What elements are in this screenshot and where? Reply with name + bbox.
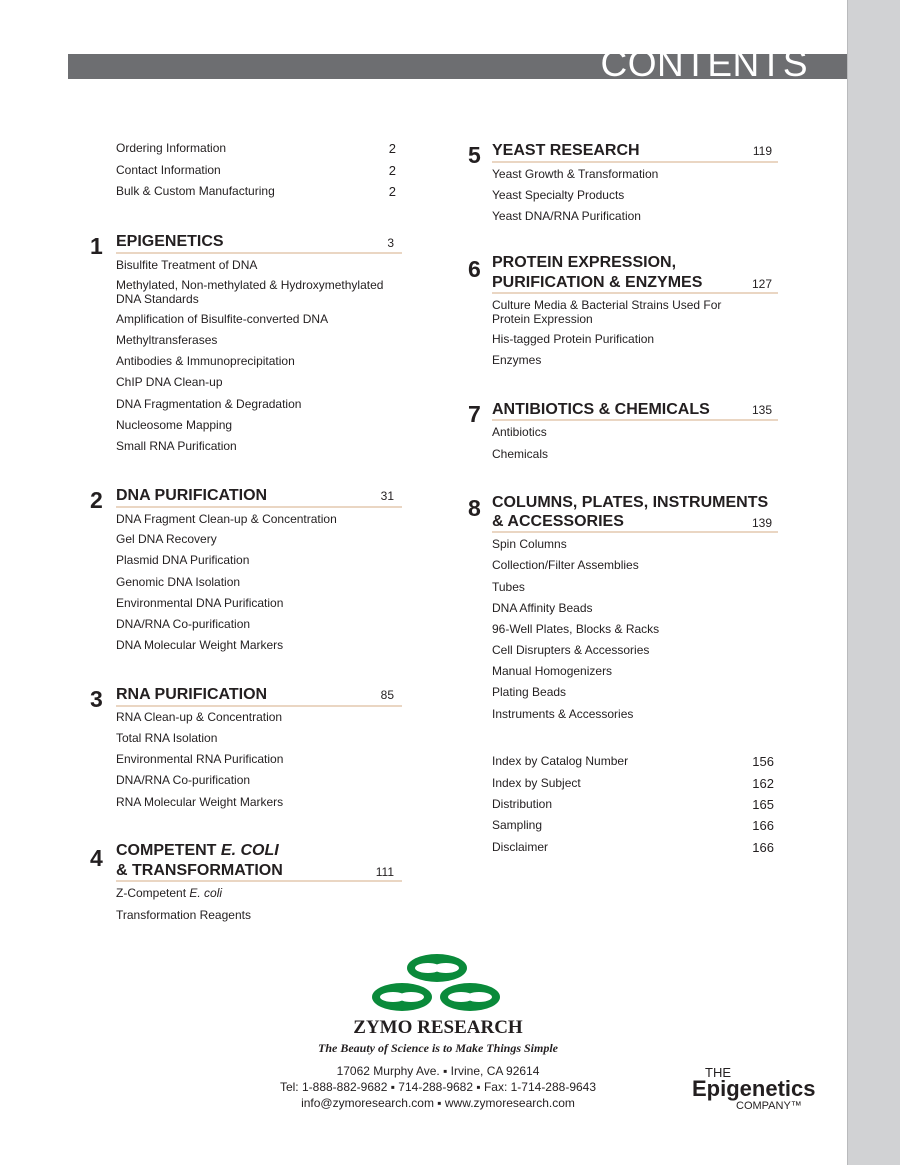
list-item[interactable]: Environmental DNA Purification (116, 596, 284, 610)
list-item[interactable]: RNA Clean-up & Concentration (116, 710, 283, 724)
list-item[interactable]: Methylated, Non-methylated & Hydroxymethylated DNA Standards (116, 278, 384, 306)
section-rule (492, 292, 778, 294)
section-number: 4 (90, 845, 103, 871)
section-rule (116, 880, 402, 882)
list-item[interactable]: 96-Well Plates, Blocks & Racks (492, 622, 660, 636)
section-page: 111 (375, 865, 394, 879)
page-title: CONTENTS (600, 43, 808, 84)
company-tagline: The Beauty of Science is to Make Things Simple (318, 1041, 558, 1055)
list-item[interactable]: Antibodies & Immunoprecipitation (116, 354, 295, 368)
list-item[interactable]: Small RNA Purification (116, 439, 237, 453)
section-title-line2[interactable]: PURIFICATION & ENZYMES (492, 274, 703, 291)
list-item[interactable]: Chemicals (492, 447, 549, 461)
list-item[interactable]: Enzymes (492, 353, 542, 367)
section-page: 139 (751, 516, 772, 530)
section-title[interactable]: ANTIBIOTICS & CHEMICALS (492, 401, 710, 418)
section-page: 119 (752, 144, 772, 158)
list-item[interactable]: Plasmid DNA Purification (116, 553, 250, 567)
section-rule (492, 531, 778, 533)
list-item[interactable]: Yeast Growth & Transformation (492, 167, 659, 181)
section-title[interactable]: RNA PURIFICATION (116, 686, 268, 703)
section-number: 3 (90, 686, 103, 712)
list-item[interactable]: Spin Columns (492, 537, 567, 551)
list-item[interactable]: DNA/RNA Co-purification (116, 617, 251, 631)
list-item[interactable]: RNA Molecular Weight Markers (116, 795, 284, 809)
list-item[interactable]: DNA/RNA Co-purification (116, 773, 251, 787)
section-title[interactable]: YEAST RESEARCH (492, 142, 640, 159)
list-item[interactable]: Nucleosome Mapping (116, 418, 233, 432)
section-title-line2[interactable]: & ACCESSORIES (492, 513, 624, 530)
section-page: 127 (751, 277, 772, 291)
toc-entry-index-catalog[interactable]: Index by Catalog Number 156 (492, 754, 774, 769)
section-number: 6 (468, 256, 481, 282)
zymo-logo-icon (372, 950, 502, 1020)
list-item[interactable]: Tubes (492, 580, 525, 594)
toc-entry-distribution[interactable]: Distribution 165 (492, 797, 774, 812)
section-rule (116, 506, 402, 508)
list-item[interactable]: Methyltransferases (116, 333, 218, 347)
list-item[interactable]: Amplification of Bisulfite-converted DNA (116, 312, 329, 326)
list-item[interactable]: DNA Fragmentation & Degradation (116, 397, 302, 411)
section-title[interactable]: PROTEIN EXPRESSION, (492, 254, 677, 271)
section-page: 3 (387, 236, 394, 250)
brand-epigenetics: Epigenetics (692, 1076, 816, 1101)
section-number: 8 (468, 495, 481, 521)
company-name: ZYMO RESEARCH (353, 1017, 523, 1038)
list-item[interactable]: His-tagged Protein Purification (492, 332, 655, 346)
section-number: 5 (468, 142, 481, 168)
toc-entry-sampling[interactable]: Sampling 166 (492, 818, 774, 833)
list-item[interactable]: Manual Homogenizers (492, 664, 613, 678)
list-item[interactable]: Antibiotics (492, 425, 547, 439)
section-title[interactable]: COLUMNS, PLATES, INSTRUMENTS (492, 494, 769, 511)
list-item[interactable]: Instruments & Accessories (492, 707, 634, 721)
section-number: 1 (90, 233, 103, 259)
section-title[interactable]: DNA PURIFICATION (116, 487, 268, 504)
list-item[interactable]: Yeast DNA/RNA Purification (492, 209, 641, 223)
right-edge-strip (847, 0, 900, 1165)
section-title-line2[interactable]: & TRANSFORMATION (116, 862, 283, 879)
list-item[interactable]: Bisulfite Treatment of DNA (116, 258, 258, 272)
company-address: 17062 Murphy Ave. ▪ Irvine, CA 92614 (336, 1064, 540, 1078)
toc-entry-index-subject[interactable]: Index by Subject 162 (492, 776, 774, 791)
company-web[interactable]: info@zymoresearch.com ▪ www.zymoresearch.com (301, 1096, 575, 1110)
section-title[interactable]: COMPETENT E. COLI (116, 842, 279, 859)
list-item[interactable]: Environmental RNA Purification (116, 752, 284, 766)
list-item[interactable]: Collection/Filter Assemblies (492, 558, 639, 572)
list-item[interactable]: Total RNA Isolation (116, 731, 218, 745)
list-item[interactable]: Cell Disrupters & Accessories (492, 643, 650, 657)
list-item[interactable]: DNA Fragment Clean-up & Concentration (116, 512, 337, 526)
list-item[interactable]: ChIP DNA Clean-up (116, 375, 223, 389)
list-item[interactable]: Yeast Specialty Products (492, 188, 625, 202)
company-phone: Tel: 1-888-882-9682 ▪ 714-288-9682 ▪ Fax: 1-714-288-9643 (279, 1080, 597, 1094)
toc-entry-disclaimer[interactable]: Disclaimer 166 (492, 840, 774, 855)
brand-company: COMPANY™ (736, 1100, 802, 1112)
toc-entry-ordering[interactable]: Ordering Information 2 (116, 141, 396, 156)
list-item[interactable]: Transformation Reagents (116, 908, 251, 922)
section-title[interactable]: EPIGENETICS (116, 233, 224, 250)
toc-entry-bulk[interactable]: Bulk & Custom Manufacturing 2 (116, 184, 396, 199)
toc-entry-contact[interactable]: Contact Information 2 (116, 163, 396, 178)
list-item[interactable]: Genomic DNA Isolation (116, 575, 241, 589)
list-item[interactable]: Culture Media & Bacterial Strains Used For Protein Expression (492, 298, 722, 326)
logo-mark (372, 954, 500, 1011)
section-rule (116, 252, 402, 254)
section-number: 7 (468, 401, 481, 427)
section-rule (116, 705, 402, 707)
section-page: 135 (751, 403, 772, 417)
section-rule (492, 161, 778, 163)
brand-the: THE (705, 1065, 731, 1080)
list-item[interactable]: DNA Molecular Weight Markers (116, 638, 284, 652)
section-page: 31 (380, 489, 394, 503)
list-item[interactable]: Plating Beads (492, 685, 567, 699)
list-item[interactable]: DNA Affinity Beads (492, 601, 593, 615)
list-item[interactable]: Gel DNA Recovery (116, 532, 217, 546)
section-page: 85 (380, 688, 394, 702)
list-item[interactable]: Z-Competent E. coli (116, 886, 223, 900)
section-number: 2 (90, 487, 103, 513)
section-rule (492, 419, 778, 421)
